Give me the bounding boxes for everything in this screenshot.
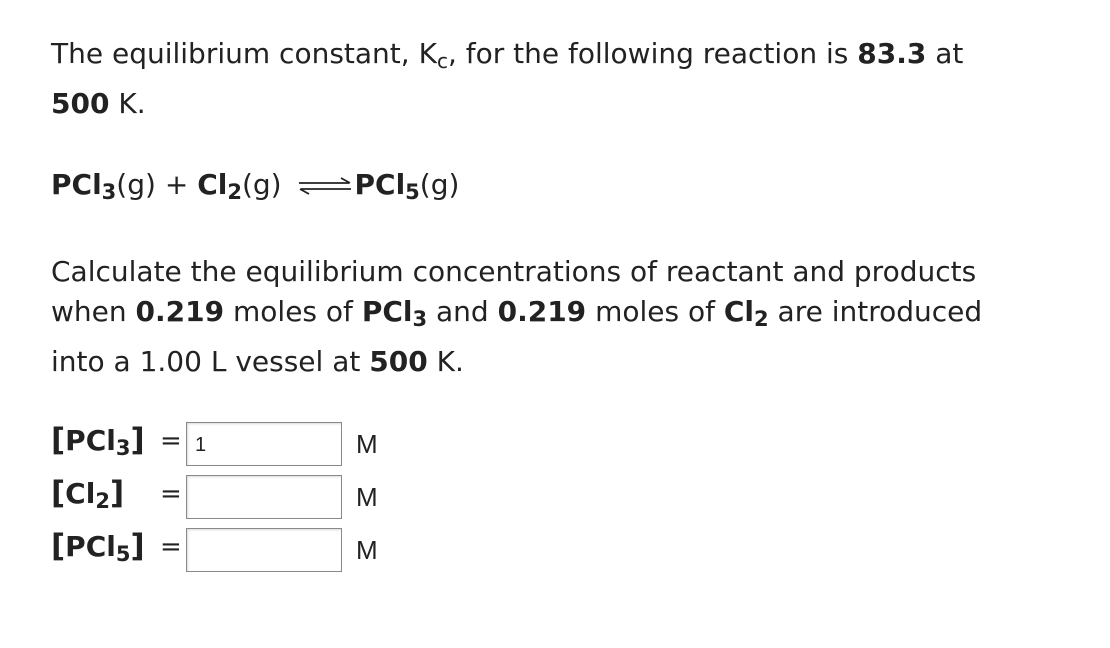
intro-text: at [926, 37, 964, 70]
question-text-part: moles of [586, 295, 724, 328]
answer-label-pcl5: [PCl$_5$] [51, 528, 145, 566]
question-text-part: and [427, 295, 498, 328]
unit-label: M [356, 429, 378, 459]
species-pcl3: PCl [361, 295, 413, 328]
question-text [51, 252, 982, 382]
moles-cl2-value: 0.219 [497, 295, 587, 328]
species-cl2: Cl [723, 295, 755, 328]
product-pcl5: PCl [354, 168, 406, 201]
kc-subscript: c [436, 49, 448, 73]
intro-text: The equilibrium constant, K [51, 37, 437, 70]
pcl3-concentration-input[interactable] [186, 422, 342, 466]
reactant-pcl3-subscript: 3 [101, 180, 117, 204]
reactant-cl2: Cl [197, 168, 228, 201]
question-line: Calculate the equilibrium concentrations of reactant and products [51, 255, 977, 288]
intro-text: K. [109, 87, 146, 120]
intro-text: , for the following reaction is [447, 37, 858, 70]
species-cl2-subscript: 2 [754, 307, 769, 331]
pcl5-concentration-input[interactable] [186, 528, 342, 572]
question-text-part: are introduced [768, 295, 983, 328]
question-text-part: into a 1.00 L vessel at [51, 345, 370, 378]
unit-label: M [356, 482, 378, 512]
question-text-part: moles of [224, 295, 362, 328]
temperature-value: 500 [51, 87, 110, 120]
equals-sign: = [160, 532, 182, 562]
reactant-pcl3: PCl [51, 168, 102, 201]
species-pcl3-subscript: 3 [412, 307, 428, 331]
product-pcl5-subscript: 5 [405, 180, 420, 204]
equals-sign: = [160, 479, 182, 509]
answer-label-cl2: $[Cl_2]$ [51, 475, 125, 513]
product-pcl5-state: (g) [419, 168, 460, 201]
reactant-cl2-subscript: 2 [227, 180, 242, 204]
problem-intro [51, 29, 963, 129]
equals-sign: = [160, 426, 182, 456]
reaction-equation [51, 160, 459, 210]
cl2-concentration-input[interactable] [186, 475, 342, 519]
moles-pcl3-value: 0.219 [135, 295, 225, 328]
equilibrium-arrow-icon [297, 176, 353, 196]
k-value: 83.3 [857, 37, 927, 70]
answer-label-pcl3: [PCl$_3$] [51, 422, 145, 460]
unit-label: M [356, 535, 378, 565]
temperature-value: 500 [369, 345, 428, 378]
question-text-part: K. [427, 345, 464, 378]
question-text-part: when [51, 295, 136, 328]
reactant-pcl3-state: (g) + [116, 168, 198, 201]
reactant-cl2-state: (g) [241, 168, 291, 201]
